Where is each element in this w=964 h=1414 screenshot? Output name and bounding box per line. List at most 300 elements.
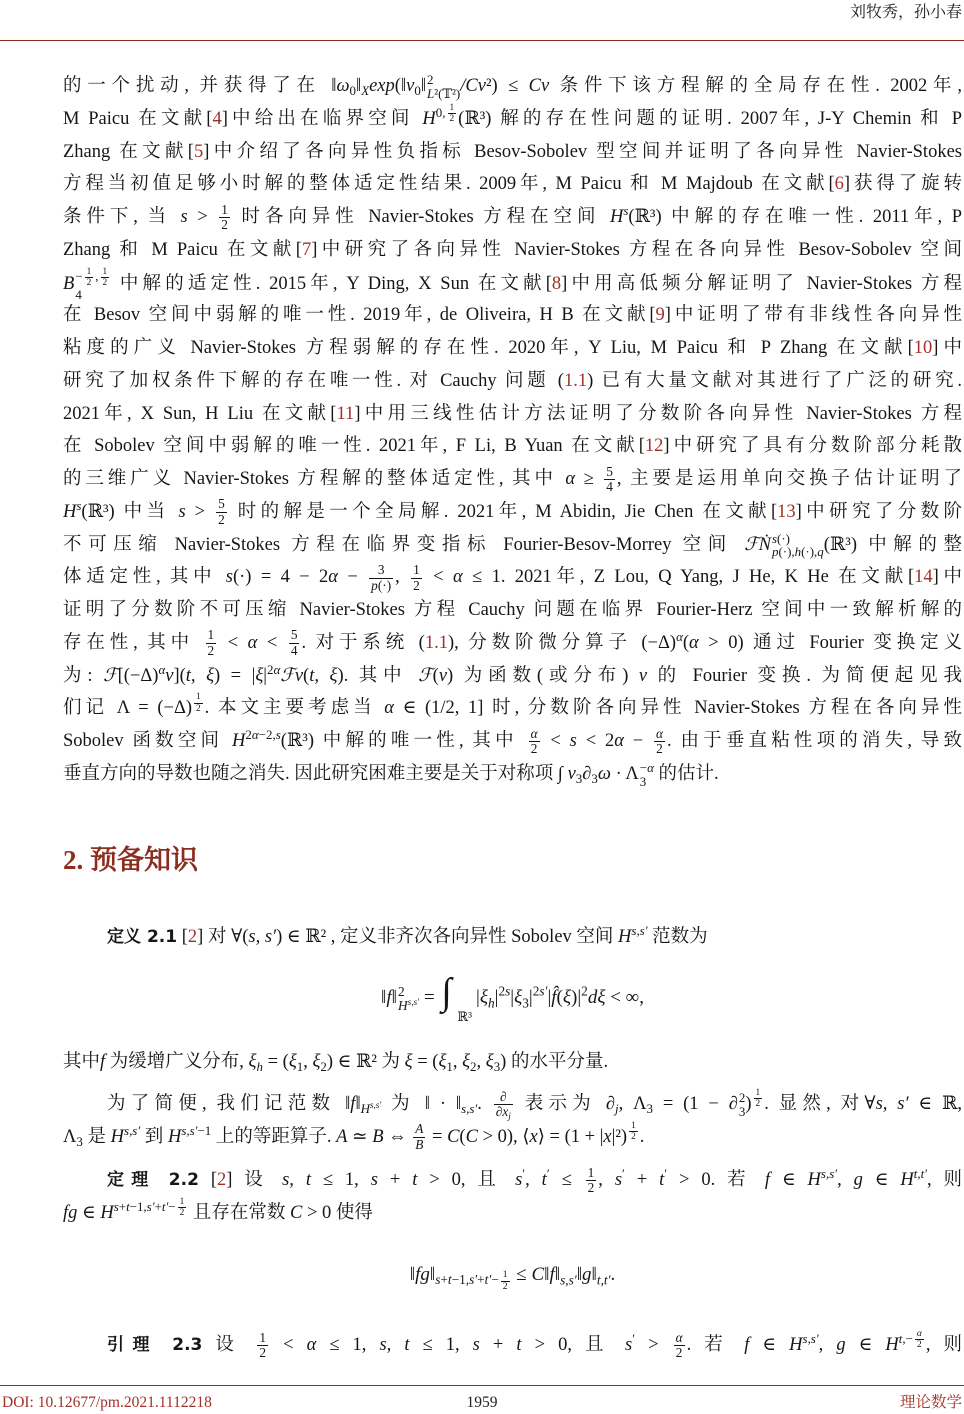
text-run: ≤ [549, 1170, 584, 1190]
text-run: ) 为函数(或分布) [447, 665, 639, 686]
text-run: ]中 [932, 338, 962, 358]
display-equation-product [63, 1255, 962, 1295]
subscript [597, 1272, 611, 1287]
equation-line [63, 1255, 962, 1295]
superscript [370, 1100, 381, 1110]
text-run: 条件下, 当 [63, 207, 181, 227]
fraction-numerator [754, 1088, 763, 1099]
math-run: α [273, 661, 281, 677]
text-run: , [818, 1335, 837, 1355]
text-line [63, 1329, 962, 1362]
fraction-denominator [629, 1132, 638, 1142]
text-run: − [623, 731, 652, 751]
fraction-denominator [219, 218, 230, 233]
text-run: 3 [639, 773, 647, 789]
text-run: 中解的适定性. 2015年, Y Ding, X Sun 在文献[ [111, 273, 552, 294]
integral-domain: ℝ³ [457, 1009, 473, 1025]
citation-link[interactable]: 5 [193, 141, 204, 162]
text-line [63, 1088, 962, 1121]
math-run: ω [597, 763, 611, 784]
text-run: 在 Sobolev 空间中弱解的唯一性. 2021年, F Li, B Yuan 在文献[ [63, 436, 645, 457]
text-run: 的估计. [653, 763, 719, 784]
math-run: C [465, 1126, 478, 1147]
introduction-paragraph [63, 70, 962, 791]
text-run: > [635, 1335, 672, 1355]
text-run: 体适定性, 其中 [63, 567, 226, 588]
text-run: (ℝ³) 解的存在性问题的证明. 2007年, J-Y Chemin 和 P [458, 108, 962, 129]
text-run: 为: [63, 665, 104, 686]
math-run: ξ [514, 987, 523, 1008]
text-run: < ∞, [605, 987, 644, 1008]
text-run: 5 [290, 627, 298, 643]
text-run: (·) [777, 530, 790, 546]
math-run: H [100, 1202, 114, 1223]
text-run: 3 [76, 1133, 83, 1149]
text-run: , Λ [618, 1094, 647, 1114]
text-run: > [185, 501, 215, 522]
math-run: α [247, 632, 258, 653]
header-rule [0, 40, 964, 41]
text-run: | [476, 987, 480, 1008]
text-run: −2, [258, 726, 276, 742]
text-run: 1 [86, 266, 92, 277]
math-run: s, s′ [248, 927, 277, 947]
text-run: ]中 [932, 567, 962, 588]
text-run: . 本文主要考虑当 [204, 698, 385, 719]
text-run: , [395, 567, 410, 588]
subscript [772, 545, 824, 559]
text-run: + [477, 1272, 485, 1288]
text-run: > 0, 且 [521, 1335, 625, 1355]
text-run: , [476, 1052, 486, 1072]
text-run: 2 [196, 703, 201, 714]
text-run: | [528, 987, 533, 1008]
text-line [63, 1197, 962, 1230]
math-run: s [435, 1272, 441, 1288]
text-run: 方程当初值足够小时解的整体适定性结果. 2009年, M Paicu 和 M Majdoub 在文献[ [63, 174, 835, 195]
fraction-numerator [216, 497, 227, 513]
citation-link[interactable]: 14 [914, 567, 933, 588]
subscript [508, 1112, 511, 1121]
math-run: ‖v [400, 76, 415, 96]
text-line [63, 594, 962, 627]
text-run: > 0, 且 [417, 1170, 516, 1190]
text-run: 2 [631, 1132, 636, 1143]
text-run: 1 [446, 1059, 453, 1075]
text-line [63, 136, 962, 169]
text-run: 为了简便, 我们记范数 [107, 1094, 346, 1114]
subscript [560, 1272, 577, 1287]
text-run: (·), [778, 544, 795, 560]
text-run: Zhang 在文献[ [63, 141, 194, 162]
text-run: − [75, 268, 83, 284]
superscript [533, 984, 548, 999]
text-run: ) ∈ ℝ² 为 [326, 1052, 405, 1072]
math-run: A [415, 1121, 424, 1137]
math-run: ξ [485, 1052, 494, 1072]
doi-link[interactable]: DOI: 10.12677/pm.2021.1112218 [2, 1394, 212, 1411]
text-run: 1 [196, 692, 201, 703]
text-run: ,− [902, 1330, 913, 1346]
fraction-numerator [219, 203, 230, 219]
text-run: 2 [207, 643, 215, 658]
text-run: (·) = 4 − 2 [232, 567, 329, 588]
text-run: . [639, 1126, 645, 1147]
text-run: | [510, 987, 515, 1008]
math-run: α [328, 567, 338, 588]
text-run: 2021年, X Sun, H Liu 在文献[ [63, 403, 337, 424]
sup-sub-stack [75, 267, 111, 300]
text-run: > 0. 若 [667, 1170, 765, 1190]
fraction-denominator [85, 278, 94, 288]
fraction [194, 692, 203, 714]
fraction-numerator [178, 1197, 187, 1208]
text-run: 研究了加权条件下解的存在唯一性. 对 Cauchy 问题 ( [63, 370, 564, 391]
subscript [75, 288, 111, 299]
page-number: 1959 [466, 1394, 498, 1411]
text-run: 其中 [63, 1052, 101, 1072]
math-run: t [516, 1335, 522, 1355]
citation-link[interactable]: 12 [644, 436, 664, 457]
math-run: ‖fg‖ [409, 1264, 436, 1285]
text-run: . 由于垂直粘性项的消失, 导致 [667, 731, 962, 751]
text-run: 2 [259, 1345, 267, 1361]
text-run: 1 [259, 1329, 267, 1345]
superscript [752, 1088, 765, 1110]
text-run: ≤ 1, [316, 1335, 380, 1355]
fraction-denominator [448, 114, 457, 124]
text-run: (·), [801, 544, 818, 560]
text-run: ∂ [499, 1088, 507, 1104]
text-run: 范数为 [647, 927, 708, 947]
math-run: α [675, 1329, 683, 1345]
text-run: ), 分数阶微分算子 (−Δ) [447, 632, 677, 653]
text-run: 条件下该方程解的全局存在性. 2002年, [549, 76, 962, 96]
text-run: 1 [207, 627, 215, 643]
text-run: = ( [262, 1052, 289, 1072]
text-run: 1 [296, 1059, 304, 1075]
math-run: A [336, 1126, 348, 1147]
text-run: 1 [502, 1269, 508, 1281]
text-run: −1, [129, 1198, 147, 1214]
math-run: t, ξ [309, 665, 338, 686]
text-run: ] 设 [226, 1170, 283, 1190]
fraction [257, 1331, 268, 1361]
fraction-numerator [289, 628, 300, 644]
math-run: ‖ [420, 76, 427, 96]
fraction-denominator [529, 742, 540, 757]
superscript [821, 1166, 837, 1181]
section-heading: 2. 预备知识 [63, 845, 198, 875]
math-run: C [290, 1202, 303, 1223]
math-run: ξ [438, 1052, 447, 1072]
math-run: v [165, 665, 174, 686]
text-run: 1 [221, 201, 228, 217]
text-run: 1 [179, 1196, 185, 1207]
math-run: α [689, 632, 699, 653]
superscript [192, 692, 205, 714]
math-run: s, t [282, 1170, 311, 1190]
text-run: ′ [546, 1165, 550, 1181]
text-run: 时的解是一个全局解. 2021年, M Abidin, Jie Chen 在文献[ [228, 501, 778, 522]
math-run: s′ [539, 983, 548, 999]
math-run: j [614, 1101, 619, 1117]
text-run: ∈ [862, 1170, 901, 1190]
math-run: ξ [312, 1052, 321, 1072]
math-run: t [659, 1170, 665, 1190]
text-run: 2 [917, 1340, 922, 1351]
text-run: [(−Δ) [117, 665, 159, 686]
text-run: 0 [349, 83, 356, 99]
text-run: 2 [449, 114, 455, 125]
text-run: 2 [656, 741, 663, 757]
math-run: α [565, 469, 576, 489]
text-run: ′ [622, 1165, 625, 1181]
text-run: )| [571, 987, 582, 1008]
superscript [640, 761, 654, 775]
text-run: 2 [245, 726, 252, 742]
text-run: ]中研究了具有分数阶部分耗散 [663, 436, 962, 457]
text-run: ′ [632, 1330, 636, 1346]
fraction-numerator [604, 465, 615, 481]
text-run: ∈ [770, 1170, 808, 1190]
text-run: , [303, 1052, 313, 1072]
math-run: ℱṄ [744, 534, 771, 555]
text-run: + [440, 1272, 448, 1288]
text-run: ⟩ = (1 + | [537, 1126, 604, 1147]
text-run: 是 [82, 1126, 111, 1147]
citation-link[interactable]: 10 [913, 338, 933, 358]
math-run: ℱ [418, 665, 433, 686]
math-run: s [275, 726, 281, 742]
subscript [461, 1101, 477, 1116]
text-run: ]中证明了带有非线性各向异性 [664, 305, 962, 326]
citation-link[interactable]: 2 [217, 1170, 227, 1190]
text-run: 4 [290, 643, 298, 658]
text-run: 的三维广义 Navier-Stokes 方程解的整体适定性, 其中 [63, 469, 566, 489]
math-run: α [530, 725, 538, 741]
text-run: − [491, 1272, 499, 1288]
citation-link[interactable]: 7 [301, 239, 312, 260]
text-line [63, 299, 962, 332]
text-run: 为缓增广义分布, [105, 1052, 249, 1072]
fraction [754, 1088, 763, 1110]
text-run: 2 [502, 1280, 508, 1292]
math-run: x [603, 1126, 612, 1147]
math-run: B [415, 1137, 424, 1152]
text-run: ). 其中 [337, 665, 419, 686]
fraction-denominator [206, 644, 217, 659]
footer-rule [0, 1385, 964, 1386]
text-run: , 主要是运用单向交换子估计证明了 [616, 469, 962, 489]
definition-remark [63, 1046, 962, 1079]
text-run: 5 [218, 496, 225, 512]
math-run: s [505, 983, 511, 999]
text-run: −1, [451, 1272, 470, 1288]
text-run: −1 [197, 1122, 212, 1138]
math-run: g [853, 1170, 863, 1190]
math-run: t [412, 1170, 418, 1190]
math-run: s [569, 731, 577, 751]
equation-ref-link[interactable]: 1.1 [424, 632, 448, 653]
superscript [627, 1120, 640, 1143]
text-run: . 对于系统 ( [301, 632, 425, 653]
math-run: α [251, 726, 259, 742]
text-run: . [610, 1264, 616, 1285]
math-run: H [63, 501, 77, 522]
text-run: = ( [412, 1052, 439, 1072]
text-run: 的一个扰动, 并获得了在 [63, 76, 332, 96]
text-run: , [452, 1052, 463, 1072]
subscript [435, 1269, 511, 1292]
text-line [63, 234, 962, 267]
math-run: ξ [562, 987, 572, 1008]
superscript [267, 661, 280, 676]
math-run: H [167, 1126, 182, 1147]
text-run: |²) [611, 1126, 628, 1147]
math-run: p [771, 544, 779, 560]
definition-2-1 [63, 921, 962, 954]
math-run: fg [63, 1202, 78, 1223]
text-run: ]中介绍了各向异性负指标 Besov-Sobolev 型空间并证明了各向异性 Navier-Stokes [203, 141, 962, 162]
text-run: ) [745, 1094, 752, 1114]
text-line [63, 1046, 962, 1079]
sup-sub-stack [772, 532, 824, 559]
fraction-denominator [501, 1282, 510, 1293]
text-run: 存在性, 其中 [63, 632, 204, 653]
subscript [640, 775, 654, 789]
text-run: + [479, 1335, 517, 1355]
text-run: ∈ (1/2, 1] 时, 分数阶各向异性 Navier-Stokes 方程在各向异性 [393, 698, 962, 719]
text-run: 2 [221, 217, 228, 233]
text-run: ∂ [495, 1104, 503, 1120]
fraction-numerator [411, 563, 422, 579]
text-run: 3 [522, 995, 529, 1011]
text-run: 4 [606, 479, 613, 495]
text-run: ) = | [214, 665, 256, 686]
text-run: | [263, 665, 268, 686]
citation-link[interactable]: 9 [655, 305, 665, 326]
theorem-label: 定理 2.2 [107, 1170, 199, 1190]
math-run: ‖f‖ [381, 987, 397, 1008]
text-run: 2 [218, 512, 225, 527]
text-run: Sobolev 函数空间 [63, 731, 233, 751]
text-line [63, 201, 962, 234]
fraction-denominator [178, 1208, 187, 1218]
math-run: α [614, 731, 624, 751]
text-line [63, 627, 962, 660]
math-run: exp [369, 76, 395, 96]
math-run: s [225, 567, 233, 588]
citation-link[interactable]: 4 [212, 108, 222, 129]
text-run: ]中用高低频分解证明了 Navier-Stokes 方程 [561, 273, 962, 294]
text-run: = [419, 987, 440, 1008]
text-run: ( [459, 1126, 466, 1147]
text-run: 不可压缩 Navier-Stokes 方程在临界变指标 Fourier-Besov-Morrey 空间 [63, 534, 745, 555]
text-run: 1 [413, 561, 420, 577]
math-run: h [256, 1059, 263, 1075]
text-line [63, 70, 962, 103]
math-run: ξ [248, 1052, 257, 1072]
text-run: , 则 [925, 1335, 962, 1355]
text-run: 5 [606, 463, 613, 479]
text-run: 1 [449, 102, 455, 113]
math-run: f [744, 1335, 750, 1355]
text-line [63, 921, 962, 954]
superscript [498, 984, 510, 999]
text-run: ( [303, 665, 310, 686]
fraction-numerator [413, 1122, 425, 1138]
fraction-numerator [654, 727, 665, 743]
text-run: ≃ [347, 1126, 373, 1147]
theorem-label: 引理 2.3 [107, 1335, 203, 1355]
notation-paragraph [63, 1088, 962, 1154]
citation-link[interactable]: 6 [834, 174, 844, 195]
text-run: > 0), ⟨ [477, 1126, 530, 1147]
sup-sub-stack [398, 985, 419, 1013]
text-run: 2 [86, 277, 92, 288]
text-line [63, 365, 962, 398]
fraction-numerator [494, 1090, 513, 1106]
text-run: 2 [532, 983, 540, 999]
math-run: t,t′ [913, 1165, 928, 1181]
text-run: 为 ‖ · ‖ [381, 1094, 462, 1114]
math-run: s [180, 207, 188, 227]
equation-ref-link[interactable]: 1.1 [563, 370, 588, 391]
superscript [435, 102, 458, 125]
math-run: j [508, 1112, 511, 1121]
math-run: α [676, 628, 683, 644]
math-run: v [438, 665, 448, 686]
text-run: = (1 − ∂ [652, 1094, 738, 1114]
fraction [178, 1197, 187, 1219]
fraction-denominator [101, 278, 110, 288]
text-run: . 若 [686, 1335, 745, 1355]
text-run: < [270, 1335, 307, 1355]
fraction-denominator [411, 579, 422, 594]
math-run: s [472, 1335, 480, 1355]
math-run: L [427, 85, 435, 101]
text-run: 1 [102, 266, 108, 277]
fraction-denominator [754, 1099, 763, 1109]
superscript [427, 73, 460, 87]
subscript [522, 995, 529, 1010]
citation-link[interactable]: 13 [777, 501, 796, 522]
citation-link[interactable]: 2 [187, 927, 198, 947]
text-line [63, 758, 962, 791]
math-run: s,s′ [820, 1165, 838, 1181]
math-run: t [541, 1170, 547, 1190]
citation-link[interactable]: 8 [551, 273, 562, 294]
superscript [113, 1196, 189, 1219]
text-run: 4 [75, 287, 82, 300]
math-run: ξ [404, 1052, 413, 1072]
fraction-numerator [448, 103, 457, 114]
math-run: α [306, 1335, 317, 1355]
math-run: H [422, 108, 436, 129]
math-run: q [817, 544, 824, 560]
math-run: x [502, 1104, 509, 1120]
math-run: f [764, 1170, 771, 1190]
text-run: · Λ [610, 763, 639, 784]
fraction [206, 628, 217, 658]
text-run: ]中用三线性估计方法证明了分数阶各向异性 Navier-Stokes 方程 [354, 403, 962, 424]
math-run: ‖ [355, 76, 362, 96]
subscript [361, 83, 369, 98]
citation-link[interactable]: 11 [336, 403, 355, 424]
text-run: Zhang 和 M Paicu 在文献[ [63, 239, 302, 260]
subscript [488, 995, 495, 1010]
